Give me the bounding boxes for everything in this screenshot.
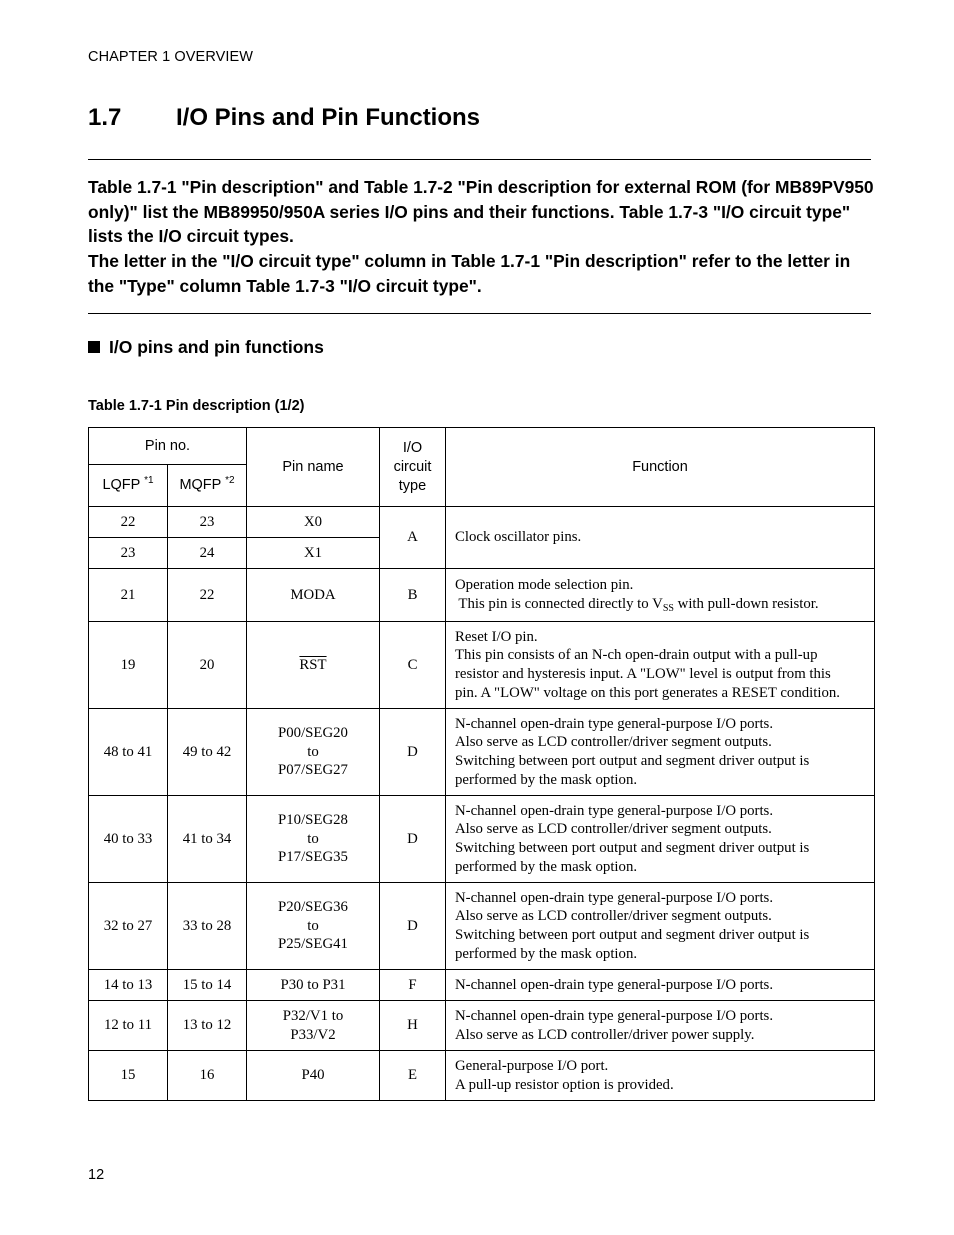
cell-pin-name: P40 (247, 1051, 380, 1101)
cell-function (446, 709, 875, 796)
cell-lqfp: 23 (89, 538, 168, 569)
rst-overline-name: $\overline{RST}$ (299, 656, 327, 673)
cell-function (446, 883, 875, 970)
cell-mqfp: 13 to 12 (168, 1001, 247, 1051)
cell-type: E (380, 1051, 446, 1101)
cell-type: D (380, 709, 446, 796)
cell-lqfp: 19 (89, 622, 168, 709)
page-number: 12 (88, 1167, 105, 1183)
cell-mqfp: 41 to 34 (168, 796, 247, 883)
cell-type: C (380, 622, 446, 709)
header-mqfp-text: MQFP (179, 477, 226, 493)
bottom-rule (88, 313, 871, 314)
intro-box (88, 175, 878, 299)
cell-lqfp: 22 (89, 507, 168, 538)
table-row (89, 883, 875, 970)
cell-function: Clock oscillator pins. (446, 507, 875, 569)
cell-pin-name (247, 622, 380, 709)
cell-pin-name (247, 796, 380, 883)
cell-mqfp: 33 to 28 (168, 883, 247, 970)
cell-type: B (380, 569, 446, 622)
cell-pin-name: X1 (247, 538, 380, 569)
cell-mqfp: 20 (168, 622, 247, 709)
header-io-line: I/O (402, 439, 423, 456)
cell-function: N-channel open-drain type general-purpose I/O ports. (446, 970, 875, 1001)
header-type-line: type (398, 477, 427, 494)
function-line: Also serve as LCD controller/driver segment outputs. (455, 734, 772, 751)
cell-pin-name (247, 883, 380, 970)
cell-function (446, 622, 875, 709)
square-bullet-icon (88, 341, 100, 353)
footnote-2-marker: *2 (225, 475, 235, 486)
function-line: N-channel open-drain type general-purpose I/O ports. (455, 802, 774, 819)
pin-name-line: P00/SEG20 (278, 724, 348, 741)
top-rule (88, 159, 871, 160)
cell-pin-name: P30 to P31 (247, 970, 380, 1001)
cell-type: H (380, 1001, 446, 1051)
pin-name-line: P10/SEG28 (278, 811, 348, 828)
function-line: Operation mode selection pin. (455, 577, 634, 594)
header-lqfp-text: LQFP (102, 477, 145, 493)
cell-lqfp: 14 to 13 (89, 970, 168, 1001)
cell-pin-name (247, 1001, 380, 1051)
cell-function (446, 1001, 875, 1051)
table-row (89, 1051, 875, 1101)
cell-lqfp: 48 to 41 (89, 709, 168, 796)
pin-name-line: P32/V1 to (282, 1007, 344, 1024)
function-line: N-channel open-drain type general-purpose I/O ports. (455, 1007, 774, 1024)
function-line: N-channel open-drain type general-purpose I/O ports. (455, 715, 774, 732)
cell-lqfp: 12 to 11 (89, 1001, 168, 1051)
function-line: General-purpose I/O port. (455, 1057, 609, 1074)
pin-name-line: P33/V2 (290, 1026, 336, 1043)
function-line: performed by the mask option. (455, 858, 638, 875)
cell-mqfp: 15 to 14 (168, 970, 247, 1001)
footnote-1-marker: *1 (144, 475, 154, 486)
function-line: A pull-up resistor option is provided. (455, 1076, 674, 1093)
cell-pin-name: MODA (247, 569, 380, 622)
function-line: performed by the mask option. (455, 771, 638, 788)
intro-paragraph-1: Table 1.7-1 "Pin description" and Table 1.7-2 "Pin description for external ROM (for MB89PV950 only)" list the MB89950/950A series I/O pins and their functions. Table 1.7-3 "I/O circuit type" lists the I/O circuit types. (88, 177, 874, 247)
intro-paragraph-2: The letter in the "I/O circuit type" column in Table 1.7-1 "Pin description" refer to the letter in the "Type" column Table 1.7-3 "I/O circuit type". (88, 251, 851, 296)
subheading-text: I/O pins and pin functions (109, 337, 324, 357)
subheading (88, 337, 324, 358)
table-row (89, 622, 875, 709)
header-pin-no: Pin no. (89, 428, 247, 465)
function-line: with pull-down resistor. (673, 596, 819, 612)
cell-mqfp: 49 to 42 (168, 709, 247, 796)
cell-mqfp: 22 (168, 569, 247, 622)
function-line: Reset I/O pin. (455, 628, 538, 645)
table-row (89, 569, 875, 622)
function-line: This pin is connected directly to V (455, 596, 663, 612)
pin-name-line: to (307, 830, 319, 847)
pin-name-line: P20/SEG36 (278, 898, 348, 915)
header-mqfp (168, 465, 247, 507)
chapter-header: CHAPTER 1 OVERVIEW (88, 49, 254, 65)
header-lqfp (89, 465, 168, 507)
cell-mqfp: 24 (168, 538, 247, 569)
cell-function (446, 1051, 875, 1101)
cell-type: A (380, 507, 446, 569)
header-circuit-line: circuit (393, 458, 432, 475)
cell-pin-name (247, 709, 380, 796)
cell-lqfp: 32 to 27 (89, 883, 168, 970)
pin-name-line: P07/SEG27 (278, 762, 348, 779)
pin-name-line: to (307, 743, 319, 760)
section-title-text: I/O Pins and Pin Functions (176, 104, 481, 131)
table-row (89, 709, 875, 796)
cell-lqfp: 21 (89, 569, 168, 622)
cell-type: D (380, 796, 446, 883)
section-title (88, 104, 480, 132)
function-line: This pin consists of an N-ch open-drain output with a pull-up (455, 647, 818, 664)
table-row (89, 796, 875, 883)
function-line: Also serve as LCD controller/driver segment outputs. (455, 821, 772, 838)
cell-type: D (380, 883, 446, 970)
table-row (89, 970, 875, 1001)
pin-name-line: P25/SEG41 (278, 936, 348, 953)
pin-name-line: to (307, 917, 319, 934)
cell-lqfp: 15 (89, 1051, 168, 1101)
table-caption: Table 1.7-1 Pin description (1/2) (88, 398, 305, 414)
function-line: performed by the mask option. (455, 945, 638, 962)
cell-function (446, 796, 875, 883)
header-function: Function (446, 428, 875, 507)
table-row (89, 507, 875, 538)
cell-pin-name: X0 (247, 507, 380, 538)
cell-function (446, 569, 875, 622)
header-io-circuit-type (380, 428, 446, 507)
pin-name-line: P17/SEG35 (278, 849, 348, 866)
pin-description-table (88, 427, 875, 1101)
function-line: pin. A "LOW" voltage on this port generates a RESET condition. (455, 684, 840, 701)
function-line: Switching between port output and segment driver output is (455, 927, 810, 943)
function-line: resistor and hysteresis input. A "LOW" level is output from this (455, 666, 831, 682)
cell-lqfp: 40 to 33 (89, 796, 168, 883)
header-pin-name: Pin name (247, 428, 380, 507)
section-number: 1.7 (88, 104, 122, 131)
table-row (89, 1001, 875, 1051)
function-line: Switching between port output and segment driver output is (455, 753, 810, 769)
function-line: Switching between port output and segment driver output is (455, 840, 810, 856)
cell-type: F (380, 970, 446, 1001)
cell-mqfp: 23 (168, 507, 247, 538)
function-line: Also serve as LCD controller/driver power supply. (455, 1026, 755, 1043)
cell-mqfp: 16 (168, 1051, 247, 1101)
vss-subscript: SS (662, 603, 674, 614)
function-line: Also serve as LCD controller/driver segment outputs. (455, 908, 772, 925)
function-line: N-channel open-drain type general-purpose I/O ports. (455, 889, 774, 906)
